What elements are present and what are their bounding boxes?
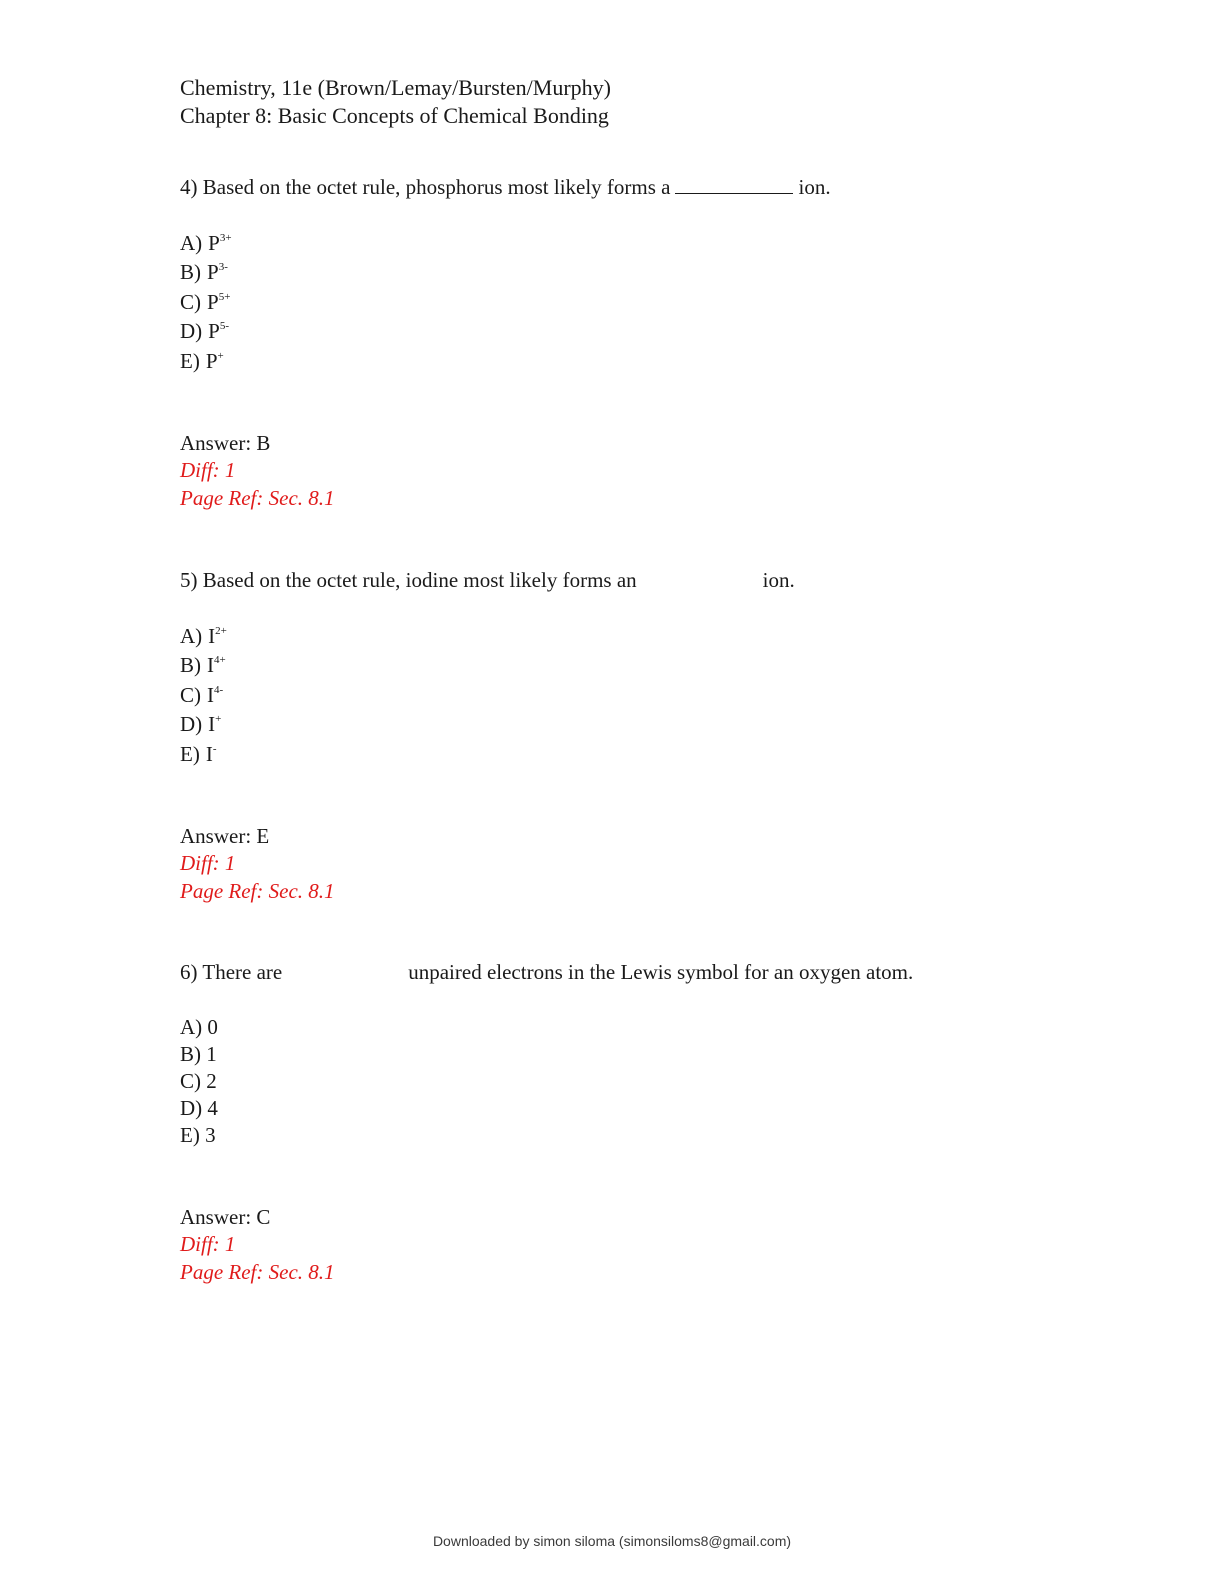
option-e: [180, 351, 224, 372]
option-symbol: P: [208, 231, 220, 255]
option-charge: 5-: [219, 320, 230, 332]
question-6-text-end: unpaired electrons in the Lewis symbol for an oxygen atom.: [408, 960, 914, 984]
answer-label: Answer: B: [180, 431, 271, 455]
option-b: [180, 655, 226, 676]
option-a: [180, 1017, 218, 1038]
question-6-prompt: [180, 962, 913, 983]
option-charge: -: [212, 743, 217, 755]
option-value: 3: [205, 1123, 216, 1147]
option-symbol: P: [207, 260, 219, 284]
option-value: 1: [206, 1042, 217, 1066]
option-charge: 5+: [218, 291, 231, 303]
option-value: 2: [206, 1069, 217, 1093]
option-letter: E): [180, 742, 200, 766]
option-symbol: I: [208, 712, 216, 736]
option-charge: 3+: [219, 232, 232, 244]
option-d: [180, 714, 221, 735]
option-charge: +: [215, 713, 222, 725]
page-ref-label: Page Ref: Sec. 8.1: [180, 879, 335, 903]
question-5-text-end: ion.: [762, 568, 795, 592]
option-charge: 4-: [214, 684, 224, 696]
option-a: [180, 233, 232, 254]
question-4-text-end: ion.: [798, 175, 831, 199]
option-letter: D): [180, 712, 203, 736]
option-letter: A): [180, 1015, 203, 1039]
chapter-title: Chapter 8: Basic Concepts of Chemical Bonding: [180, 103, 609, 128]
option-b: [180, 1044, 217, 1065]
option-charge: 3-: [218, 261, 228, 273]
option-value: 0: [207, 1015, 218, 1039]
option-letter: E): [180, 349, 200, 373]
option-b: [180, 262, 228, 283]
option-letter: A): [180, 624, 203, 648]
option-letter: C): [180, 290, 201, 314]
option-letter: C): [180, 1069, 201, 1093]
option-e: [180, 1125, 216, 1146]
option-charge: +: [217, 350, 224, 362]
answer-blank: [675, 179, 793, 194]
page-ref-label: Page Ref: Sec. 8.1: [180, 486, 335, 510]
option-c: [180, 292, 230, 313]
difficulty-label: Diff: 1: [180, 851, 236, 875]
option-symbol: P: [207, 290, 219, 314]
option-c: [180, 1071, 217, 1092]
option-symbol: I: [208, 624, 216, 648]
difficulty-label: Diff: 1: [180, 458, 236, 482]
option-symbol: I: [205, 742, 213, 766]
question-5-text: 5) Based on the octet rule, iodine most likely forms an: [180, 568, 637, 592]
option-symbol: P: [208, 319, 220, 343]
option-letter: D): [180, 319, 203, 343]
option-d: [180, 1098, 218, 1119]
option-letter: A): [180, 231, 203, 255]
option-letter: D): [180, 1096, 203, 1120]
option-symbol: P: [205, 349, 218, 373]
option-e: [180, 744, 217, 765]
question-6-text: 6) There are: [180, 960, 283, 984]
option-symbol: I: [207, 653, 214, 677]
option-letter: B): [180, 653, 201, 677]
option-letter: B): [180, 260, 201, 284]
option-letter: C): [180, 683, 201, 707]
download-footer: Downloaded by simon siloma (simonsiloms8@gmail.com): [432, 1533, 792, 1549]
option-c: [180, 685, 223, 706]
option-letter: E): [180, 1123, 200, 1147]
question-5-prompt: [180, 570, 795, 591]
option-value: 4: [207, 1096, 218, 1120]
page-ref-label: Page Ref: Sec. 8.1: [180, 1260, 335, 1284]
option-charge: 2+: [215, 625, 227, 637]
option-letter: B): [180, 1042, 201, 1066]
document-title: Chemistry, 11e (Brown/Lemay/Bursten/Murphy): [180, 75, 611, 100]
option-a: [180, 626, 227, 647]
answer-label: Answer: E: [180, 824, 270, 848]
option-symbol: I: [207, 683, 214, 707]
option-charge: 4+: [214, 654, 226, 666]
question-4-text: 4) Based on the octet rule, phosphorus most likely forms a: [180, 175, 671, 199]
difficulty-label: Diff: 1: [180, 1232, 236, 1256]
answer-label: Answer: C: [180, 1205, 271, 1229]
question-4-prompt: [180, 177, 831, 198]
option-d: [180, 321, 229, 342]
